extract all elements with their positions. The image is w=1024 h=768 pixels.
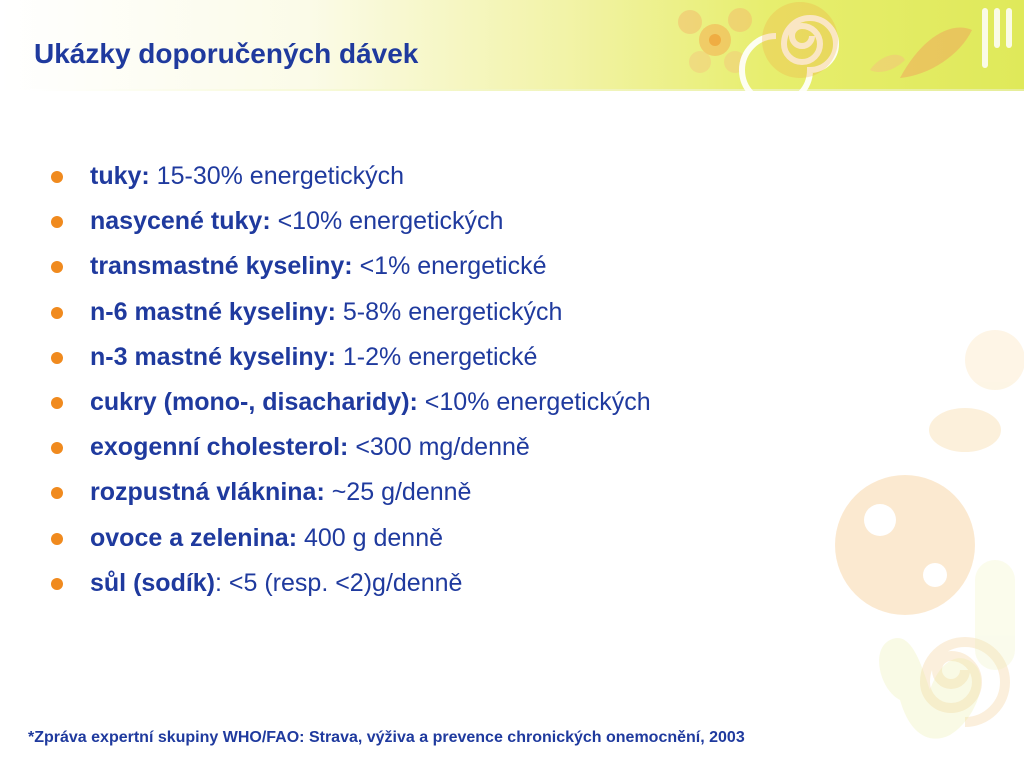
- item-term: nasycené tuky:: [90, 207, 271, 236]
- list-item: [46, 470, 651, 515]
- item-term: n-6 mastné kyseliny:: [90, 297, 336, 326]
- item-value: 400 g denně: [297, 523, 444, 552]
- item-value: ~25 g/denně: [324, 478, 472, 507]
- list-item: [46, 335, 651, 380]
- list-item: [46, 199, 651, 244]
- item-term: n-3 mastné kyseliny:: [90, 342, 336, 371]
- bullet-icon: [51, 442, 63, 454]
- list-item: [46, 425, 651, 470]
- item-term: rozpustná vláknina:: [90, 478, 325, 507]
- slide-title: Ukázky doporučených dávek: [34, 38, 419, 69]
- bullet-icon: [51, 171, 63, 183]
- bullet-icon: [51, 261, 63, 273]
- item-value: : <5 (resp. <2)g/denně: [215, 568, 463, 597]
- item-term: tuky:: [90, 162, 150, 190]
- recommendation-list: [46, 154, 651, 606]
- item-term: cukry (mono-, disacharidy):: [90, 387, 418, 416]
- item-value: <300 mg/denně: [348, 433, 530, 462]
- hand-icon: [879, 560, 1015, 739]
- item-value: <1% energetické: [352, 252, 547, 281]
- bullet-icon: [51, 397, 63, 409]
- item-term: exogenní cholesterol:: [90, 433, 349, 462]
- list-item: [46, 380, 651, 425]
- header-divider: [30, 89, 1024, 91]
- bullet-icon: [51, 352, 63, 364]
- list-item: [46, 561, 651, 606]
- item-value: <10% energetických: [270, 207, 504, 236]
- list-item: [46, 290, 651, 335]
- bullet-icon: [51, 307, 63, 319]
- list-item: [46, 244, 651, 289]
- item-term: transmastné kyseliny:: [90, 252, 353, 281]
- bullet-icon: [51, 533, 63, 545]
- item-value: <10% energetických: [417, 387, 651, 416]
- item-term: ovoce a zelenina:: [90, 523, 298, 552]
- source-footnote: *Zpráva expertní skupiny WHO/FAO: Strava, výživa a prevence chronických onemocnění, 2003: [28, 729, 745, 746]
- list-item: [46, 154, 651, 199]
- item-value: 1-2% energetické: [335, 342, 538, 371]
- spiral-icon: [925, 642, 1005, 722]
- bullet-icon: [51, 578, 63, 590]
- item-value: 15-30% energetických: [149, 162, 405, 190]
- item-term: sůl (sodík): [90, 568, 216, 597]
- bullet-icon: [51, 216, 63, 228]
- list-item: [46, 516, 651, 561]
- item-value: 5-8% energetických: [335, 297, 563, 326]
- fruit-icon: [835, 330, 1024, 615]
- bullet-icon: [51, 487, 63, 499]
